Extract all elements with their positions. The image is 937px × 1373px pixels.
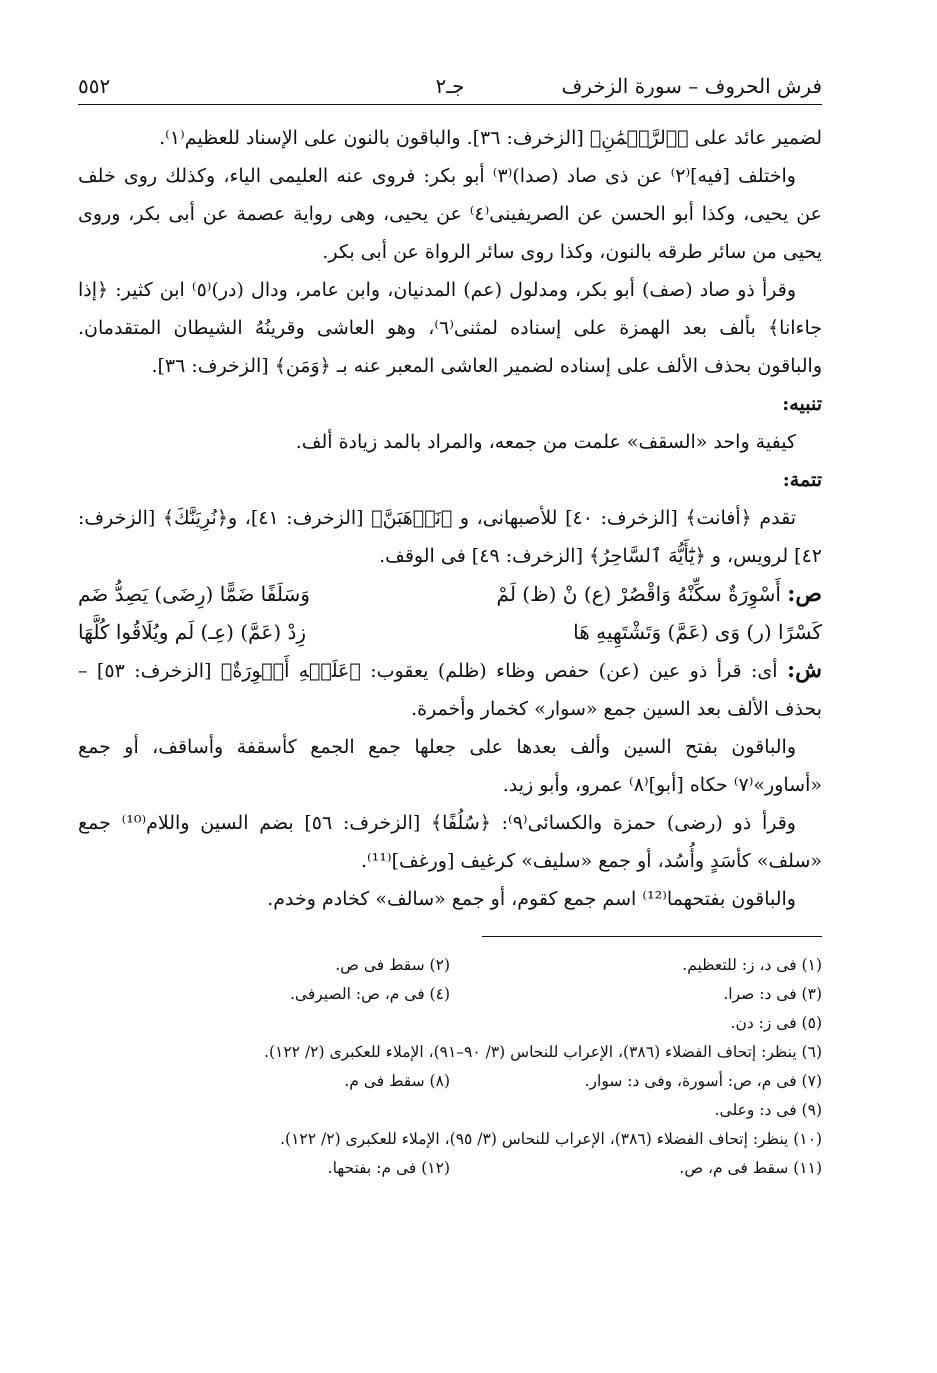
heading-tanbih: تنبيه: [782,393,822,415]
footnote-3: (٣) فى د: صرا. [723,985,822,1003]
sharh-lead: ش: [787,657,822,683]
verse-1-second-hemistich: وَسَلَفًا ضَمًّا (رِضَى) يَصِدُّ ضَم [78,582,310,606]
footnote-row [78,951,822,980]
footnote-7: (٧) فى م، ص: أسورة، وفى د: سوار. [584,1072,822,1090]
verse-1-first-hemistich: أَسْوِرَةٌ سكِّنْهُ وَاقْصُرْ (ع) نْ (ظ) لَمْ [496,582,781,606]
paragraph-7: والباقون بفتح السين وألف بعدها على جعلها جمع الجمع كأسقفة وأساقف، أو جمع «أساور»⁽٧⁾ حكاه [أبو]⁽٨⁾ عمرو، وأبو زيد. [78,736,822,796]
verse-line-1 [78,575,822,613]
paragraph-4: كيفية واحد «السقف» علمت من جمعه، والمراد بالمد زيادة ألف. [295,431,796,453]
footnote-12: (١٢) فى م: بفتحها. [327,1159,450,1177]
footnote-row [78,980,822,1009]
paragraph-1: لضمير عائد على ﴿ٱلرَّحۡمَٰنِ﴾ [الزخرف: ٣٦]. والباقون بالنون على الإسناد للعظيم⁽١⁾. [159,127,822,149]
paragraph-6 [78,651,822,728]
paragraph-2: واختلف [فيه]⁽٢⁾ عن ذى صاد (صدا)⁽٣⁾ أبو بكر: فروى عنه العليمى الياء، وكذلك روى خلف عن يحيى، وكذا أبو الحسن عن الصريفينى⁽٤⁾ عن يحيى، وهى رواية عصمة عن أبى بكر، وروى يحيى من سائر طرقه بالنون، وكذا روى سائر الرواة عن أبى بكر. [78,165,822,263]
verse-line-2 [78,613,822,651]
paragraph-9: والباقون بفتحهما⁽¹²⁾ اسم جمع كقوم، أو جمع «سالف» كخادم وخدم. [267,888,796,910]
page-number: ٥٥٢ [78,74,111,98]
running-header [78,70,822,105]
footnote-2: (٢) سقط فى ص. [335,956,450,974]
footnote-6: (٦) ينظر: إتحاف الفضلاء (٣٨٦)، الإعراب للنحاس (٣/ ٩٠–٩١)، الإملاء للعكبرى (٢/ ١٢٢). [264,1043,822,1061]
volume-label: جـ٢ [435,74,465,98]
footnote-11: (١١) سقط فى م، ص. [679,1159,822,1177]
footnote-row [78,1067,822,1096]
heading-tatimma: تتمة: [782,469,822,491]
footnote-4: (٤) فى م، ص: الصيرفى. [290,985,450,1003]
footnote-5: (٥) فى ز: دن. [730,1014,822,1032]
header-title: فرش الحروف – سورة الزخرف [561,74,822,98]
verse-2-first-hemistich: كَسْرًا (ر) وَى (عَمَّ) وَتَشْتَهِيهِ هَا [573,620,822,644]
footnote-1: (١) فى د، ز: للتعظيم. [682,956,822,974]
main-text [78,119,822,918]
footnote-9: (٩) فى د: وعلى. [714,1101,822,1119]
footnote-8: (٨) سقط فى م. [344,1072,450,1090]
page [78,70,822,1183]
footnote-divider [482,936,822,937]
paragraph-8: وقرأ ذو (رضى) حمزة والكسائى⁽٩⁾: ﴿سُلُفًا﴾ [الزخرف: ٥٦] بضم السين واللام⁽¹⁰⁾ جمع «سلف» كأسَدٍ وأُسُد، أو جمع «سليف» كرغيف [ورغف]⁽¹¹⁾. [78,812,822,872]
verse-lead: ص: [787,581,822,607]
footnotes [78,951,822,1183]
footnote-row [78,1154,822,1183]
footnote-10: (١٠) ينظر: إتحاف الفضلاء (٣٨٦)، الإعراب للنحاس (٣/ ٩٥)، الإملاء للعكبرى (٢/ ١٢٢). [280,1130,822,1148]
paragraph-3: وقرأ ذو صاد (صف) أبو بكر، ومدلول (عم) المدنيان، وابن عامر، ودال (در)⁽٥⁾ ابن كثير: ﴿إذا جاءانا﴾ بألف بعد الهمزة على إسناده لمثنى⁽٦⁾، وهو العاشى وقرينُهُ الشيطان المتقدمان. والباقون بحذف الألف على إسناده لضمير العاشى المعبر عنه بـ ﴿وَمَن﴾ [الزخرف: ٣٦]. [78,279,822,377]
verse-2-second-hemistich: زِدْ (عَمَّ) (عِـ) لَم ويُلَاقُوا كُلَّهَا [78,620,307,644]
paragraph-6-text: أى: قرأ ذو عين (عن) حفص وظاء (ظلم) يعقوب: ﴿عَلَيۡهِ أَسۡوِرَةٌ﴾ [الزخرف: ٥٣] – بحذف الألف بعد السين جمع «سوار» كخمار وأخمرة. [78,660,822,720]
paragraph-5: تقدم ﴿أفانت﴾ [الزخرف: ٤٠] للأصبهانى، و ﴿نَذۡهَبَنَّ﴾ [الزخرف: ٤١]، و﴿نُرِيَنَّكَ﴾ [الزخرف: ٤٢] لرويس، و ﴿يَٰٓأَيُّهَ ٱلسَّاحِرُ﴾ [الزخرف: ٤٩] فى الوقف. [78,507,822,567]
